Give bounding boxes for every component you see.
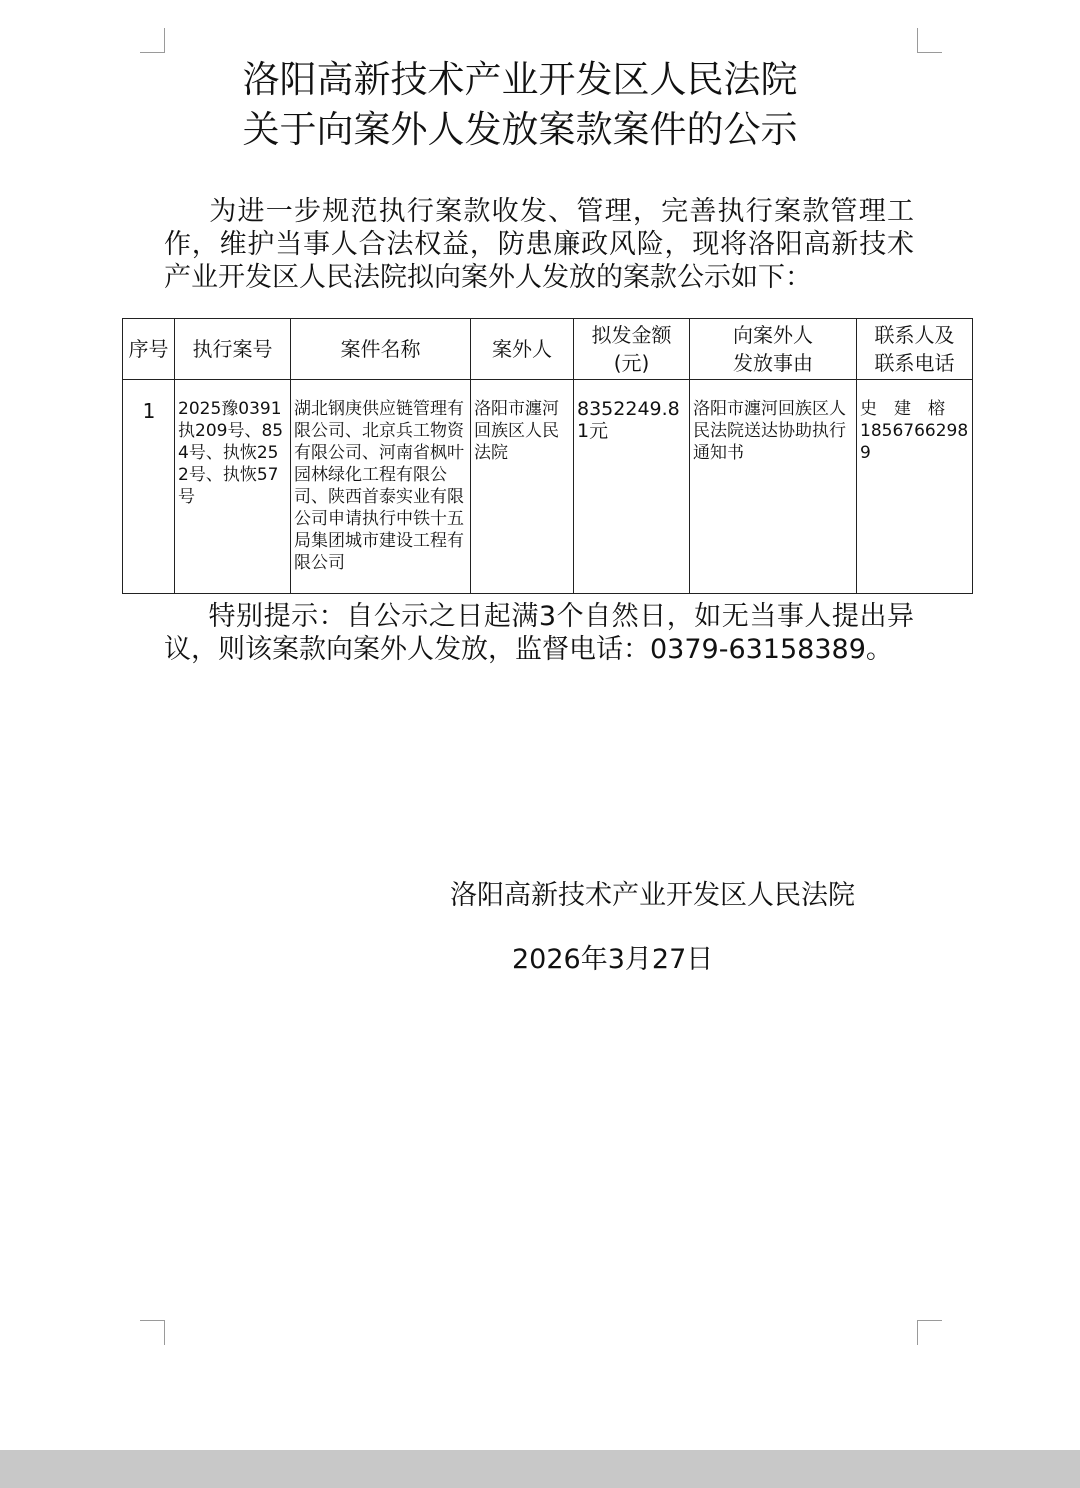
- document-title-line2: 关于向案外人发放案款案件的公示: [242, 108, 798, 151]
- header-contact-line1: 联系人及: [874, 323, 955, 347]
- notice-paragraph: [164, 600, 914, 666]
- header-case-no: 执行案号: [175, 319, 291, 380]
- intro-text: 为进一步规范执行案款收发、管理，完善执行案款管理工作，维护当事人合法权益，防患廉政风险，现将洛阳高新技术产业开发区人民法院拟向案外人发放的案款公示如下：: [164, 196, 914, 293]
- crop-mark-bottom-left: [140, 1320, 165, 1345]
- crop-mark-top-left: [140, 28, 165, 53]
- header-reason-line1: 向案外人: [733, 323, 813, 347]
- cell-outsider: 洛阳市瀍河回族区人民法院: [471, 380, 574, 594]
- document-title-line1: 洛阳高新技术产业开发区人民法院: [242, 58, 798, 101]
- crop-mark-bottom-right: [917, 1320, 942, 1345]
- cell-contact-phone: 18567662989: [860, 421, 969, 463]
- header-reason: [690, 319, 857, 380]
- header-contact-line2: 联系电话: [874, 351, 955, 375]
- signature-date: 2026年3月27日: [512, 944, 714, 975]
- cell-case-no: 2025豫0391执209号、854号、执恢252号、执恢57号: [175, 380, 291, 594]
- cell-amount: 8352249.81元: [574, 380, 690, 594]
- cell-contact: [857, 380, 973, 594]
- cell-contact-name: 史 建 榕: [860, 399, 945, 419]
- signature-org: 洛阳高新技术产业开发区人民法院: [450, 880, 855, 911]
- table-row: [123, 380, 973, 594]
- header-index: 序号: [123, 319, 175, 380]
- header-reason-line2: 发放事由: [733, 351, 813, 375]
- intro-paragraph: [164, 195, 914, 294]
- header-contact: [857, 319, 973, 380]
- bottom-toolbar-strip: [0, 1450, 1080, 1488]
- header-amount-line1: 拟发金额: [591, 323, 672, 347]
- cell-case-name: 湖北钢庚供应链管理有限公司、北京兵工物资有限公司、河南省枫叶园林绿化工程有限公司、陕西首泰实业有限公司申请执行中铁十五局集团城市建设工程有限公司: [291, 380, 471, 594]
- header-amount: [574, 319, 690, 380]
- header-case-name: 案件名称: [291, 319, 471, 380]
- notice-text: 特别提示：自公示之日起满3个自然日，如无当事人提出异议，则该案款向案外人发放，监督电话：0379-63158389。: [164, 601, 914, 665]
- crop-mark-top-right: [917, 28, 942, 53]
- cell-index: 1: [123, 380, 175, 594]
- table-header-row: [123, 319, 973, 380]
- payout-table: [122, 318, 973, 594]
- header-outsider: 案外人: [471, 319, 574, 380]
- cell-reason: 洛阳市瀍河回族区人民法院送达协助执行通知书: [690, 380, 857, 594]
- header-amount-line2: (元): [613, 351, 650, 375]
